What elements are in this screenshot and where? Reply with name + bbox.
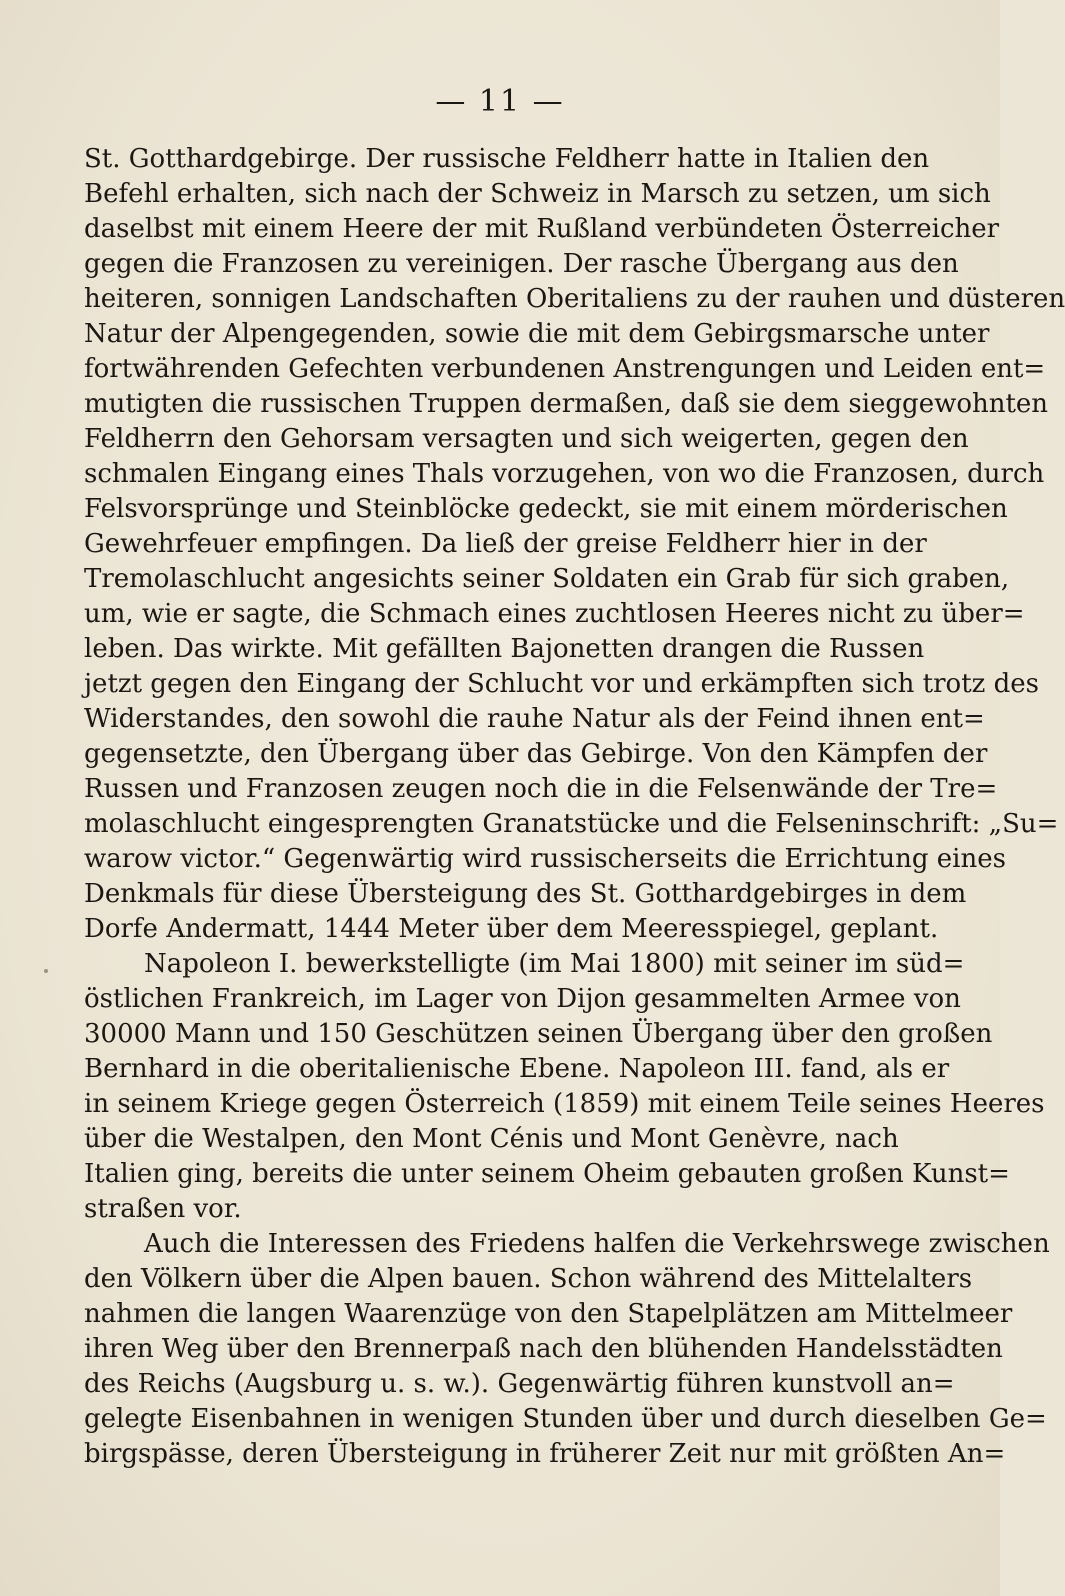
text-line: 30000 Mann und 150 Geschützen seinen Übergang über den großen [84, 1019, 993, 1049]
text-line: Gewehrfeuer empfingen. Da ließ der greise Feldherr hier in der [84, 529, 927, 559]
text-line: warow victor.“ Gegenwärtig wird russischerseits die Errichtung eines [84, 844, 1006, 874]
text-line: Felsvorsprünge und Steinblöcke gedeckt, sie mit einem mörderischen [84, 494, 1008, 524]
text-line: nahmen die langen Waarenzüge von den Stapelplätzen am Mittelmeer [84, 1299, 1013, 1329]
page-number: — 11 — [435, 84, 565, 119]
text-line: Befehl erhalten, sich nach der Schweiz in Marsch zu setzen, um sich [84, 179, 991, 209]
text-line: Napoleon I. bewerkstelligte (im Mai 1800) mit seiner im süd= [144, 949, 965, 979]
text-line: fortwährenden Gefechten verbundenen Anstrengungen und Leiden ent= [84, 354, 1046, 384]
text-line: jetzt gegen den Eingang der Schlucht vor und erkämpften sich trotz des [84, 669, 1039, 699]
text-line: Bernhard in die oberitalienische Ebene. Napoleon III. fand, als er [84, 1054, 950, 1084]
text-line: des Reichs (Augsburg u. s. w.). Gegenwärtig führen kunstvoll an= [84, 1369, 955, 1399]
paragraph [84, 947, 1045, 1227]
text-line: Widerstandes, den sowohl die rauhe Natur als der Feind ihnen ent= [84, 704, 985, 734]
text-line: Dorfe Andermatt, 1444 Meter über dem Meeresspiegel, geplant. [84, 914, 939, 944]
text-line: straßen vor. [84, 1194, 242, 1224]
text-line: daselbst mit einem Heere der mit Rußland verbündeten Österreicher [84, 214, 1000, 244]
text-line: gelegte Eisenbahnen in wenigen Stunden über und durch dieselben Ge= [84, 1404, 1047, 1434]
text-line: ihren Weg über den Brennerpaß nach den blühenden Handelsstädten [84, 1334, 1003, 1364]
text-line: um, wie er sagte, die Schmach eines zuchtlosen Heeres nicht zu über= [84, 599, 1025, 629]
text-line: Auch die Interessen des Friedens halfen die Verkehrswege zwischen [144, 1229, 1050, 1259]
text-line: Italien ging, bereits die unter seinem Oheim gebauten großen Kunst= [84, 1159, 1010, 1189]
text-line: Russen und Franzosen zeugen noch die in die Felsenwände der Tre= [84, 774, 998, 804]
paragraph [84, 1227, 1050, 1472]
text-line: Tremolaschlucht angesichts seiner Soldaten ein Grab für sich graben, [84, 564, 1010, 594]
text-line: molaschlucht eingesprengten Granatstücke und die Felseninschrift: „Su= [84, 809, 1059, 839]
text-line: östlichen Frankreich, im Lager von Dijon gesammelten Armee von [84, 984, 961, 1014]
text-line: leben. Das wirkte. Mit gefällten Bajonetten drangen die Russen [84, 634, 925, 664]
text-line: in seinem Kriege gegen Österreich (1859) mit einem Teile seines Heeres [84, 1089, 1045, 1119]
text-line: Denkmals für diese Übersteigung des St. Gotthardgebirges in dem [84, 879, 967, 909]
text-line: birgspässe, deren Übersteigung in früherer Zeit nur mit größten An= [84, 1439, 1006, 1469]
paragraph [84, 142, 1065, 947]
text-line: Feldherrn den Gehorsam versagten und sich weigerten, gegen den [84, 424, 969, 454]
body-text [84, 142, 1065, 1472]
text-line: heiteren, sonnigen Landschaften Oberitaliens zu der rauhen und düsteren [84, 284, 1065, 314]
text-line: gegensetzte, den Übergang über das Gebirge. Von den Kämpfen der [84, 739, 988, 769]
text-line: schmalen Eingang eines Thals vorzugehen, von wo die Franzosen, durch [84, 459, 1045, 489]
text-line: gegen die Franzosen zu vereinigen. Der rasche Übergang aus den [84, 249, 959, 279]
text-line: Natur der Alpengegenden, sowie die mit dem Gebirgsmarsche unter [84, 319, 990, 349]
text-line: mutigten die russischen Truppen dermaßen, daß sie dem sieggewohnten [84, 389, 1049, 419]
text-line: über die Westalpen, den Mont Cénis und Mont Genèvre, nach [84, 1124, 899, 1154]
text-line: St. Gotthardgebirge. Der russische Feldherr hatte in Italien den [84, 144, 930, 174]
paper-speck [44, 969, 48, 973]
text-line: den Völkern über die Alpen bauen. Schon während des Mittelalters [84, 1264, 973, 1294]
